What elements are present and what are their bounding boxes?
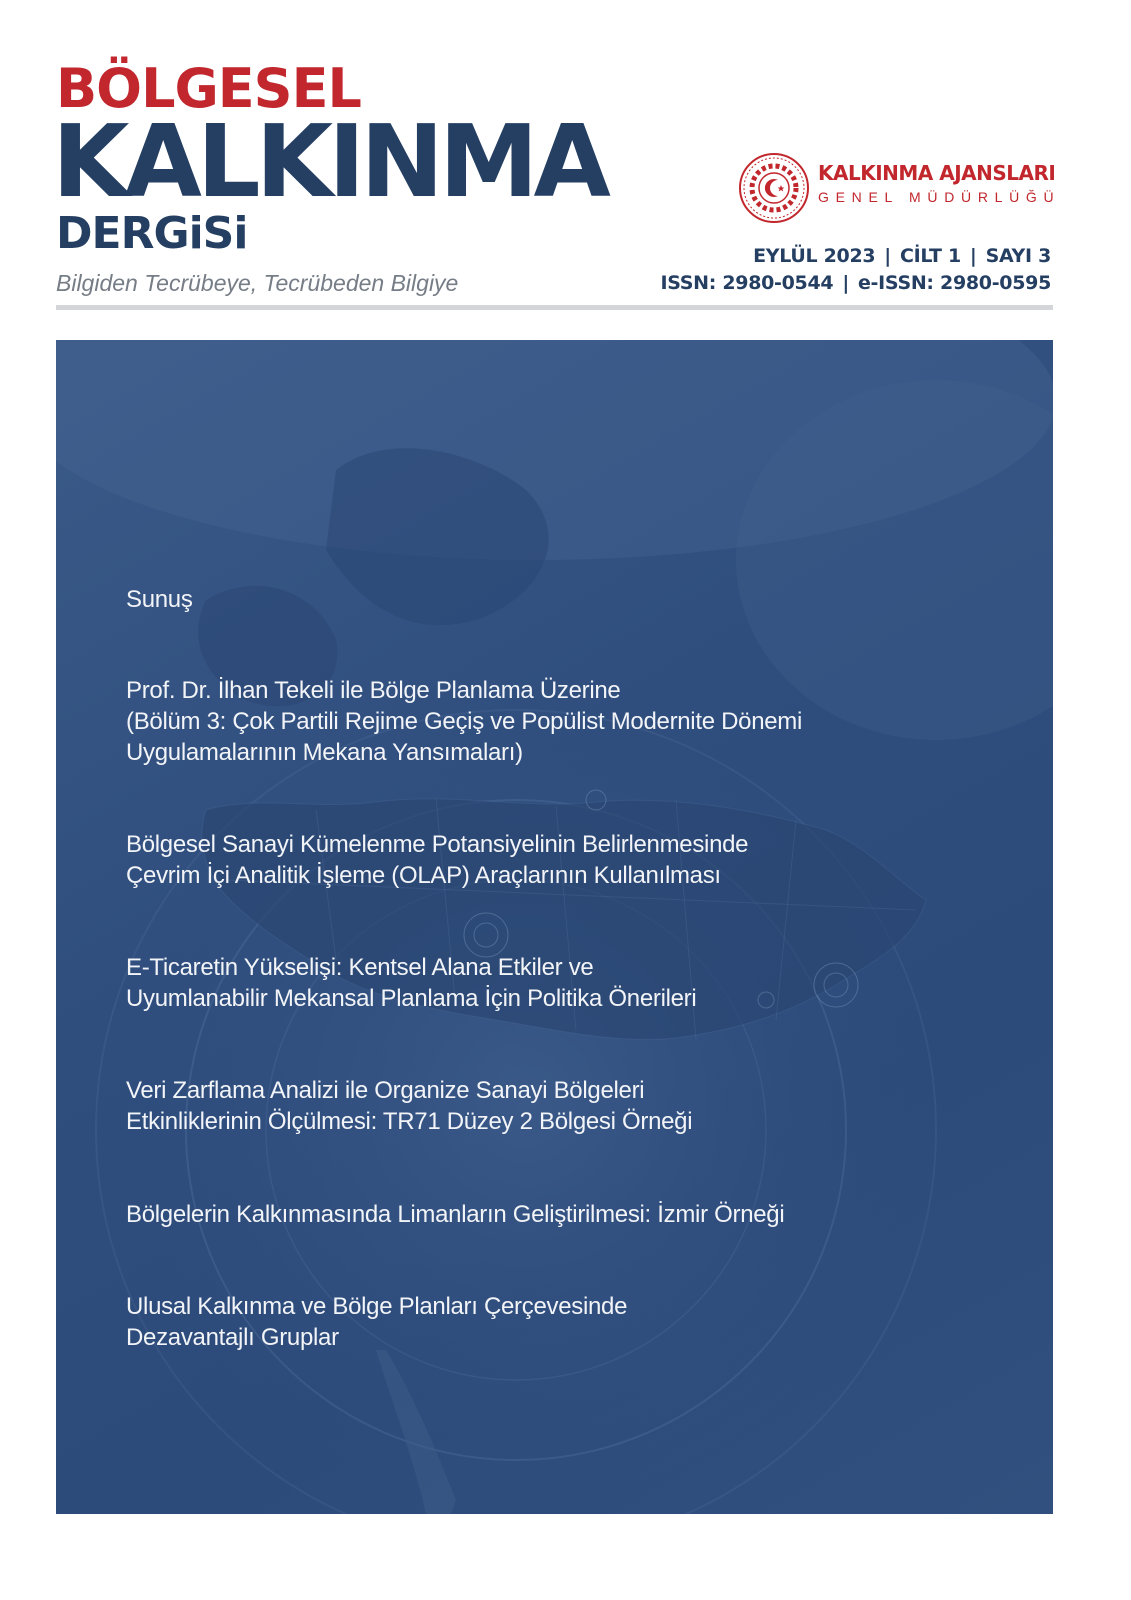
- toc-line: Prof. Dr. İlhan Tekeli ile Bölge Planlama Üzerine: [126, 677, 621, 704]
- toc-line: Veri Zarflama Analizi ile Organize Sanayi Bölgeleri: [126, 1077, 645, 1104]
- separator: |: [884, 245, 891, 267]
- eissn: e-ISSN: 2980-0595: [857, 272, 1051, 294]
- toc-line: E-Ticaretin Yükselişi: Kentsel Alana Etkiler ve: [126, 954, 594, 981]
- toc-item[interactable]: [126, 952, 1006, 1014]
- issue-date: EYLÜL 2023: [753, 245, 876, 267]
- toc-item[interactable]: [126, 1291, 1006, 1353]
- toc-line: Uygulamalarının Mekana Yansımaları): [126, 739, 523, 766]
- toc-line: Etkinliklerinin Ölçülmesi: TR71 Düzey 2 Bölgesi Örneği: [126, 1108, 693, 1135]
- ministry-seal-icon: [738, 152, 810, 224]
- issue-info: [753, 245, 1051, 267]
- toc-line: Çevrim İçi Analitik İşleme (OLAP) Araçlarının Kullanılması: [126, 862, 721, 889]
- issn: ISSN: 2980-0544: [660, 272, 834, 294]
- toc-line: (Bölüm 3: Çok Partili Rejime Geçiş ve Popülist Modernite Dönemi: [126, 708, 803, 735]
- issn-info: [660, 272, 1051, 294]
- journal-title-line3: DERGiSi: [56, 208, 248, 259]
- toc-line: Bölgesel Sanayi Kümelenme Potansiyelinin Belirlenmesinde: [126, 831, 749, 858]
- toc-line: Ulusal Kalkınma ve Bölge Planları Çerçevesinde: [126, 1293, 628, 1320]
- toc-line: Sunuş: [126, 586, 193, 613]
- toc-item[interactable]: [126, 675, 1006, 768]
- toc-line: Uyumlanabilir Mekansal Planlama İçin Politika Önerileri: [126, 985, 697, 1012]
- publisher-subtitle: GENEL MÜDÜRLÜĞÜ: [818, 189, 1061, 205]
- toc-item[interactable]: [126, 1199, 1006, 1230]
- cover-panel: [56, 340, 1053, 1514]
- separator: |: [969, 245, 977, 267]
- toc-line: Bölgelerin Kalkınmasında Limanların Geliştirilmesi: İzmir Örneği: [126, 1201, 785, 1228]
- journal-tagline: Bilgiden Tecrübeye, Tecrübeden Bilgiye: [56, 270, 459, 296]
- toc-line: Dezavantajlı Gruplar: [126, 1324, 339, 1351]
- issue-number: SAYI 3: [985, 245, 1051, 267]
- header-divider: [56, 305, 1053, 310]
- toc-item[interactable]: [126, 829, 1006, 891]
- separator: |: [842, 272, 849, 294]
- issue-volume: CİLT 1: [899, 245, 961, 267]
- toc-item[interactable]: [126, 584, 1006, 615]
- publisher-name: KALKINMA AJANSLARI: [818, 161, 1056, 185]
- journal-title-line2: KALKINMA: [52, 103, 606, 220]
- journal-title-line1: BÖLGESEL: [56, 57, 361, 120]
- toc-item[interactable]: [126, 1075, 1006, 1137]
